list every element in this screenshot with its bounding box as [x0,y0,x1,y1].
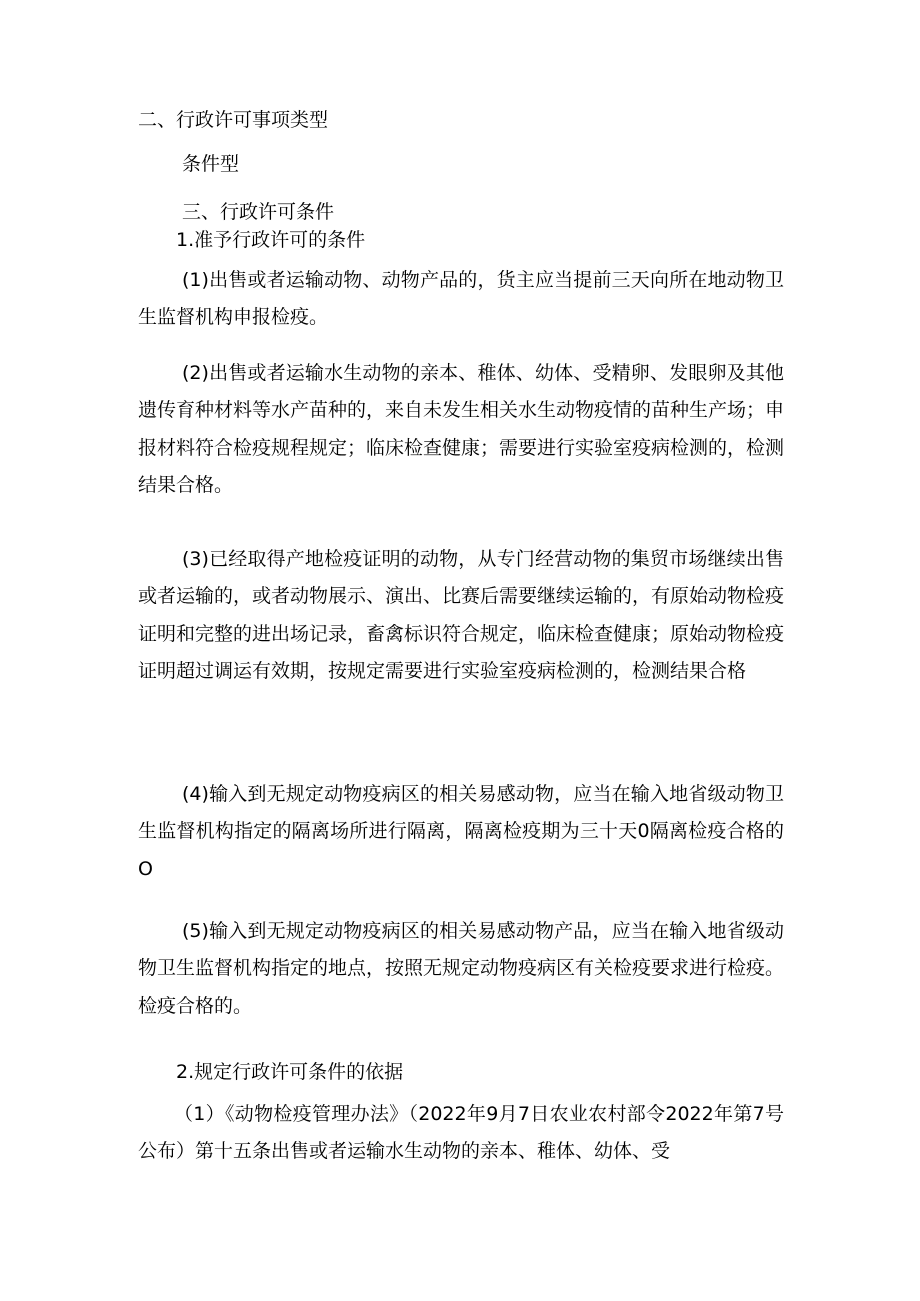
section-heading-2: 二、行政许可事项类型 [138,109,329,131]
subheading-basis: 2.规定行政许可条件的依据 [176,1061,404,1083]
condition-item-4: (4)输入到无规定动物疫病区的相关易感动物，应当在输入地省级动物卫生监督机构指定的隔离场所进行隔离，隔离检疫期为三十天0隔离检疫合格的O [138,783,784,880]
condition-item-2: (2)出售或者运输水生动物的亲本、稚体、幼体、受精卵、发眼卵及其他遗传育种材料等水产苗种的，来自未发生相关水生动物疫情的苗种生产场；申报材料符合检疫规程规定；临床检查健康；需要进行实验室疫病检测的，检测结果合格。 [138,362,785,496]
basis-item-1: （1）《动物检疫管理办法》（2022年9月7日农业农村部令2022年第7号公布）第十五条出售或者运输水生动物的亲本、稚体、幼体、受 [138,1103,784,1163]
section-heading-3: 三、行政许可条件 [182,201,335,223]
condition-item-3: (3)已经取得产地检疫证明的动物，从专门经营动物的集贸市场继续出售或者运输的，或者动物展示、演出、比赛后需要继续运输的，有原始动物检疫证明和完整的进出场记录，畜禽标识符合规定，临床检查健康；原始动物检疫证明超过调运有效期，按规定需要进行实验室疫病检测的，检测结果合格 [138,548,785,682]
condition-item-1: (1)出售或者运输动物、动物产品的，货主应当提前三天向所在地动物卫生监督机构申报检疫。 [138,269,784,329]
subheading-approval-conditions: 1.准予行政许可的条件 [176,229,366,251]
condition-item-5: (5)输入到无规定动物疫病区的相关易感动物产品，应当在输入地省级动物卫生监督机构指定的地点，按照无规定动物疫病区有关检疫要求进行检疫。检疫合格的。 [138,920,785,1017]
license-type-value: 条件型 [182,153,240,175]
